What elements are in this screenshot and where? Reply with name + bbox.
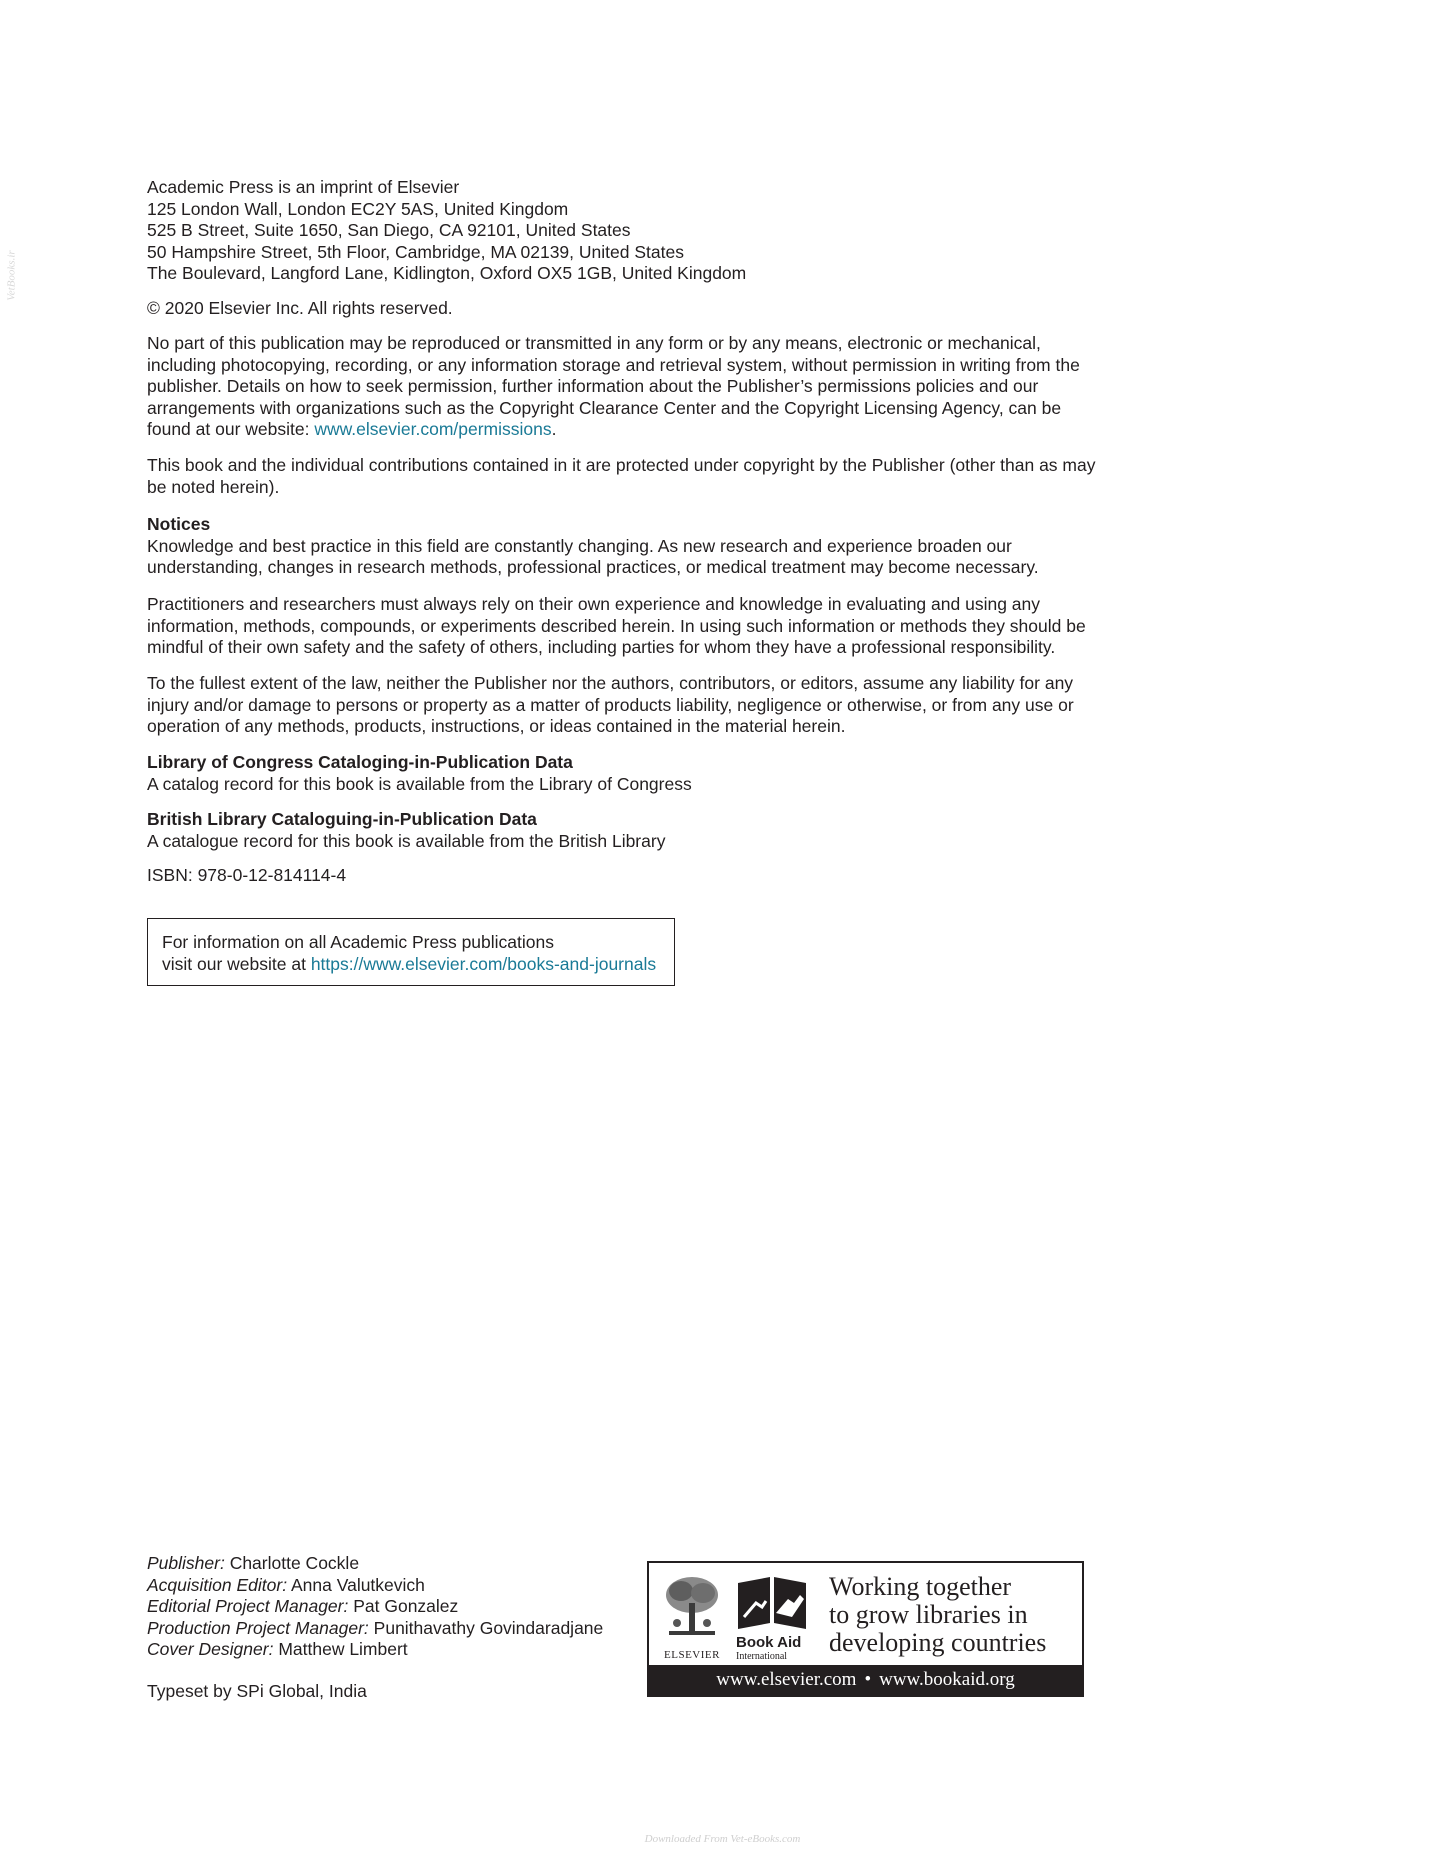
credit-role: Acquisition Editor: (147, 1574, 288, 1595)
elsevier-url: www.elsevier.com (716, 1669, 857, 1690)
bookaid-url-bar (649, 1665, 1082, 1695)
banner-logos (659, 1573, 809, 1661)
address-line: The Boulevard, Langford Lane, Kidlington, Oxford OX5 1GB, United Kingdom (147, 263, 747, 283)
notices-heading: Notices (147, 514, 211, 534)
credit-line (147, 1596, 647, 1618)
bookaid-wordmark: Book Aid (736, 1634, 802, 1651)
tagline-line: Working together (829, 1572, 1012, 1601)
credit-name: Charlotte Cockle (224, 1553, 360, 1573)
copyright-protection-paragraph: This book and the individual contributions contained in it are protected under copyright by the Publisher (other than as may be noted herein). (147, 455, 1096, 497)
credit-role: Editorial Project Manager: (147, 1596, 349, 1616)
bookaid-banner (647, 1561, 1084, 1697)
credit-role: Cover Designer: (147, 1639, 274, 1659)
bookaid-logo-icon (736, 1573, 808, 1631)
loc-text: A catalog record for this book is available from the Library of Congress (147, 773, 692, 794)
credit-role: Publisher: (147, 1553, 225, 1573)
info-box-line: For information on all Academic Press publications (162, 932, 554, 952)
credit-role: Production Project Manager: (147, 1617, 369, 1638)
address-line: 50 Hampshire Street, 5th Floor, Cambridge, MA 02139, United States (147, 241, 684, 262)
production-credits (147, 1553, 647, 1661)
credit-line (147, 1618, 647, 1640)
bl-text: A catalogue record for this book is available from the British Library (147, 830, 666, 851)
tagline-line: developing countries (829, 1628, 1047, 1657)
side-watermark: VetBooks.ir (5, 250, 18, 301)
credit-name: Matthew Limbert (273, 1639, 408, 1659)
loc-cip-section (147, 752, 1097, 795)
credit-line (147, 1639, 647, 1661)
typeset-line: Typeset by SPi Global, India (147, 1681, 367, 1701)
publications-info-box (147, 918, 675, 986)
credit-name: Pat Gonzalez (348, 1596, 459, 1616)
loc-heading: Library of Congress Cataloging-in-Publication Data (147, 752, 573, 772)
credit-line (147, 1575, 647, 1597)
publisher-address (147, 177, 1097, 285)
bookaid-subtitle: International (736, 1651, 788, 1662)
credit-name: Punithavathy Govindaradjane (368, 1617, 604, 1638)
elsevier-tree-logo-icon (659, 1573, 725, 1643)
notices-paragraph: To the fullest extent of the law, neither the Publisher nor the authors, contributors, or editors, assume any liability for any injury and/or damage to persons or property as a matter of products liability, negligence or otherwise, or from any use or operation of any methods, products, instructions, or ideas contained in the material herein. (147, 673, 1074, 736)
bookaid-url: www.bookaid.org (879, 1669, 1015, 1690)
copyright-line: © 2020 Elsevier Inc. All rights reserved. (147, 298, 453, 318)
bl-cip-section (147, 809, 1097, 852)
bookaid-tagline (829, 1573, 1079, 1657)
isbn: ISBN: 978-0-12-814114-4 (147, 865, 347, 885)
elsevier-wordmark: ELSEVIER (664, 1649, 720, 1661)
address-line: Academic Press is an imprint of Elsevier (147, 177, 460, 197)
notices-paragraph: Knowledge and best practice in this field are constantly changing. As new research and experience broaden our understanding, changes in research methods, professional practices, or medical treatment may become necessary. (147, 535, 1039, 577)
bl-heading: British Library Cataloguing-in-Publication Data (147, 809, 537, 829)
bullet-separator: • (864, 1669, 872, 1690)
notices-paragraph: Practitioners and researchers must always rely on their own experience and knowledge in evaluating and using any information, methods, compounds, or experiments described herein. In using such information or methods they should be mindful of their own safety and the safety of others, including parties for whom they have a professional responsibility. (147, 594, 1086, 657)
address-line: 125 London Wall, London EC2Y 5AS, United Kingdom (147, 198, 569, 219)
address-line: 525 B Street, Suite 1650, San Diego, CA 92101, United States (147, 220, 631, 240)
info-box-prefix: visit our website at (162, 953, 311, 974)
tagline-line: to grow libraries in (829, 1600, 1028, 1629)
footer-watermark: Downloaded From Vet-eBooks.com (644, 1833, 801, 1845)
notices-section (147, 514, 1097, 579)
credit-line (147, 1553, 647, 1575)
permissions-link[interactable]: www.elsevier.com/permissions (314, 419, 552, 439)
permissions-end: . (551, 419, 557, 439)
credit-name: Anna Valutkevich (287, 1574, 425, 1595)
permissions-paragraph (147, 333, 1097, 441)
permissions-text: No part of this publication may be reproduced or transmitted in any form or by any means, electronic or mechanical, including photocopying, recording, or any information storage and retrieval system, without permission in writing from the publisher. Details on how to seek permission, further information about the Publisher’s permissions policies and our arrangements with organizations such as the Copyright Clearance Center and the Copyright Licensing Agency, can be found at our website: (147, 333, 1080, 439)
books-journals-link[interactable]: https://www.elsevier.com/books-and-journals (310, 953, 657, 974)
